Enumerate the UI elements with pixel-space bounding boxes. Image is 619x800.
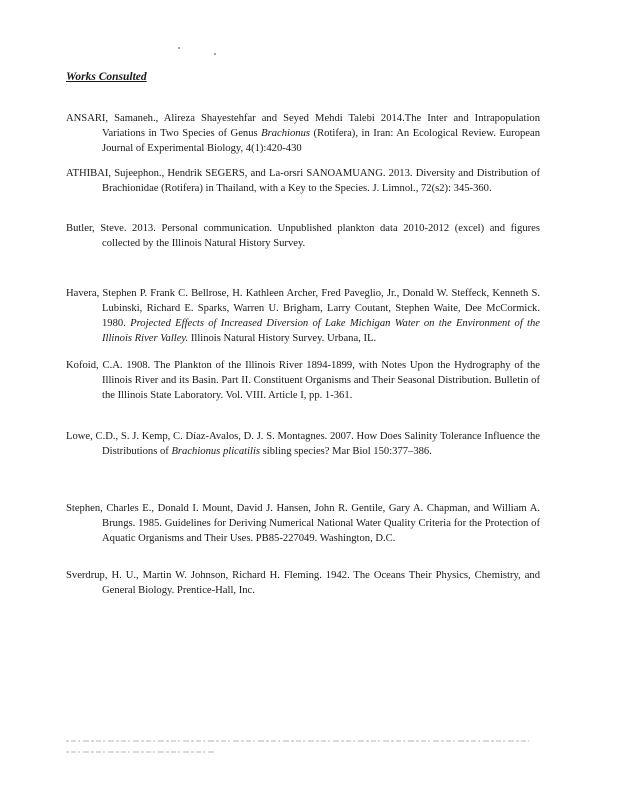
reference-athibai: ATHIBAI, Sujeephon., Hendrik SEGERS, and La-orsri SANOAMUANG. 2013. Diversity and Distribution of Brachionidae (Rotifera) in Thailand, with a Key to the Species. J. Limnol., 72(s2): 345-360. (66, 168, 540, 194)
reference-havera: Havera, Stephen P. Frank C. Bellrose, H. Kathleen Archer, Fred Paveglio, Jr., Donald W. Steffeck, Kenneth S. Lubinski, Richard E. Sparks, Warren U. Brigham, Larry Coutant, Stephen Waite, Dee McCormick. 1980. Projected Effects of Increased Diversion of Lake Michigan Water on the Environment of the Illinois River Valley. Illinois Natural History Survey. Urbana, IL. (66, 288, 540, 344)
scan-speck (178, 47, 180, 49)
scan-speck (214, 53, 216, 55)
faded-footer-scan (64, 736, 534, 760)
reference-sverdrup: Sverdrup, H. U., Martin W. Johnson, Richard H. Fleming. 1942. The Oceans Their Physics, Chemistry, and General Biology. Prentice-Hall, Inc. (66, 570, 540, 596)
reference-ansari: ANSARI, Samaneh., Alireza Shayestehfar and Seyed Mehdi Talebi 2014.The Inter and Intrapopulation Variations in Two Species of Genus Brachionus (Rotifera), in Iran: An Ecological Review. European Journal of Experimental Biology, 4(1):420-430 (66, 113, 540, 154)
reference-butler: Butler, Steve. 2013. Personal communication. Unpublished plankton data 2010-2012 (excel) and figures collected by the Illinois Natural History Survey. (66, 223, 540, 249)
reference-stephen: Stephen, Charles E., Donald I. Mount, David J. Hansen, John R. Gentile, Gary A. Chapman, and William A. Brungs. 1985. Guidelines for Deriving Numerical National Water Quality Criteria for the Protection of Aquatic Organisms and Their Uses. PB85-227049. Washington, D.C. (66, 503, 540, 544)
reference-lowe: Lowe, C.D., S. J. Kemp, C. Díaz-Avalos, D. J. S. Montagnes. 2007. How Does Salinity Tolerance Influence the Distributions of Brachionus plicatilis sibling species? Mar Biol 150:377–386. (66, 431, 540, 457)
page-heading: Works Consulted (66, 71, 147, 83)
reference-kofoid: Kofoid, C.A. 1908. The Plankton of the Illinois River 1894-1899, with Notes Upon the Hydrography of the Illinois River and its Basin. Part II. Constituent Organisms and Their Seasonal Distribution. Bulletin of the Illinois State Laboratory. Vol. VIII. Article I, pp. 1-361. (66, 360, 540, 401)
